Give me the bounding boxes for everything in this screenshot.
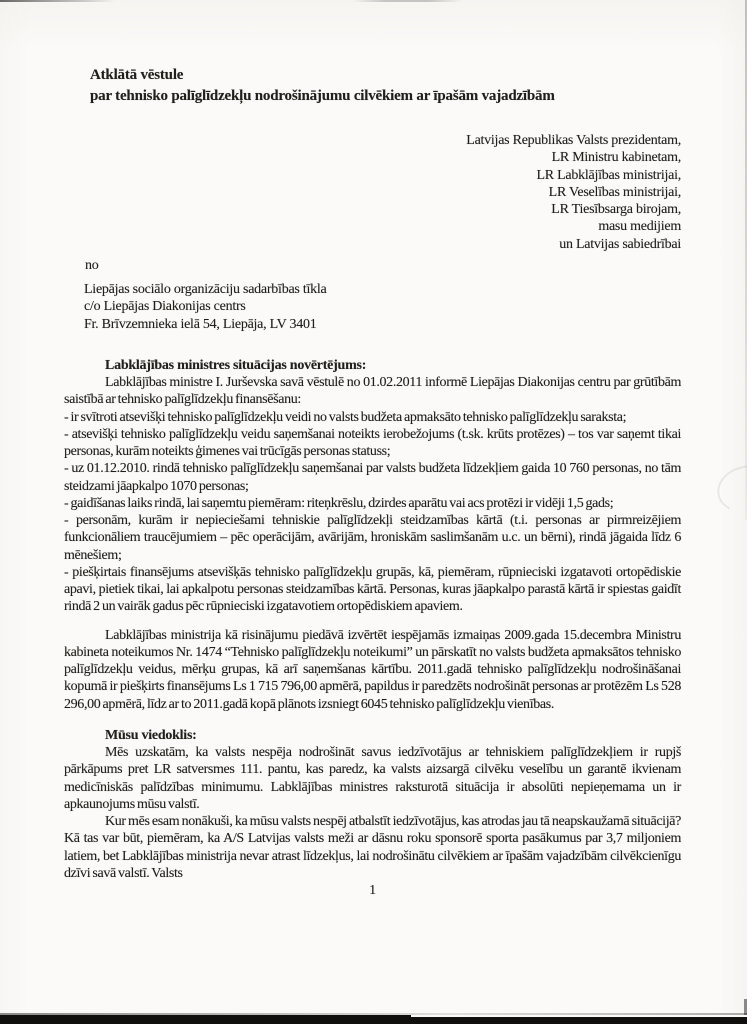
body-list-item: - uz 01.12.2010. rindā tehnisko palīglīdzekļu saņemšanai par valsts budžeta līdzekļiem gaida 10 760 personas, no tām steidzami jāapkalpo 1070 personas; xyxy=(64,461,681,494)
recipient-line: LR Veselības ministrijai, xyxy=(548,184,681,200)
body-paragraph: Mēs uzskatām, ka valsts nespēja nodrošināt savus iedzīvotājus ar tehniskiem palīglīdzekļiem ir rupjš pārkāpums pret LR satversmes 111. pantu, kas paredz, ka valsts aizsargā cilvēku veselību un garantē ikvienam medicīniskās palīdzības minimumu. Labklājības ministres raksturotā situācija ir absolūti nepieņemama un ir apkaunojums mūsu valstī. xyxy=(64,745,681,812)
section-heading-our-opinion: Mūsu viedoklis: xyxy=(105,727,197,743)
section-heading-ministers-assessment: Labklājības ministres situācijas novērtējums: xyxy=(105,357,367,373)
letter-content xyxy=(64,58,681,899)
body-paragraph: Labklājības ministrija kā risinājumu piedāvā izvērtēt iespējamās izmaiņas 2009.gada 15.decembra Ministru kabineta noteikumos Nr. 1474 “Tehnisko palīglīdzekļu noteikumi” un pārskatīt no valsts budžeta apmaksātos tehnisko palīglīdzekļu veidus, mērķu grupas, kā arī saņemšanas kārtību. 2011.gadā tehnisko palīglīdzekļu nodrošināšanai kopumā ir piešķirts finansējums Ls 1 715 796,00 apmērā, papildus ir paredzēts nodrošināt personas ar protēzēm Ls 528 296,00 apmērā, līdz ar to 2011.gadā kopā plānots izsniegt 6045 tehnisko palīglīdzekļu vienības. xyxy=(64,627,681,712)
scan-edge-top-left xyxy=(0,0,115,2)
sender-line: Fr. Brīvzemnieka ielā 54, Liepāja, LV 3401 xyxy=(84,316,317,332)
paper-crease-mark xyxy=(712,460,747,519)
page-number: 1 xyxy=(369,883,376,898)
recipient-line: LR Ministru kabinetam, xyxy=(551,150,681,166)
title-line-1: Atklātā vēstule xyxy=(90,67,184,83)
body-list-item: - piešķirtais finansējums atsevišķās tehnisko palīglīdzekļu grupās, kā, piemēram, rūpnieciski izgatavoti ortopēdiskie apavi, pietiek tikai, lai apkalpotu personas steidzamības kārtā. Personas, kuras jāapkalpo parastā kārtā ir spiestas gaidīt rindā 2 un vairāk gadus pēc rūpnieciski izgatavotiem ortopēdiskiem apaviem. xyxy=(64,564,681,615)
recipient-line: LR Tiesībsarga birojam, xyxy=(551,202,681,217)
body-paragraph: Kur mēs esam nonākuši, ka mūsu valsts nespēj atbalstīt iedzīvotājus, kas atrodas jau tā neapskaužamā situācijā? Kā tas var būt, piemēram, ka A/S Latvijas valsts meži ar dāsnu roku sponsorē sporta pasākumus par 3,7 miljoniem latiem, bet Labklājības ministrija nevar atrast līdzekļus, lai nodrošinātu cilvēkiem ar īpašām vajadzībām cilvēkcienīgu dzīvi savā valstī. Valsts xyxy=(64,814,681,881)
body-list-item: - personām, kurām ir nepieciešami tehniskie palīglīdzekļi steidzamības kārtā (t.i. personas ar pirmreizējiem funkcionāliem traucējumiem – pēc operācijām, avārijām, hroniskām saslimšanām u.c. un bērni), rindā jāgaida līdz 6 mēnešiem; xyxy=(64,513,681,563)
sender-line: Liepājas sociālo organizāciju sadarbības tīkla xyxy=(84,282,327,297)
recipient-line: LR Labklājības ministrijai, xyxy=(536,167,681,183)
recipient-list xyxy=(64,132,681,253)
recipient-line: masu medijiem xyxy=(598,219,681,235)
scan-edge-bottom xyxy=(0,1015,747,1024)
body-list-item: - ir svītroti atsevišķi tehnisko palīglīdzekļu veidi no valsts budžeta apmaksāto tehnisko palīglīdzekļu saraksta; xyxy=(64,409,627,425)
body-paragraph: Labklājības ministre I. Jurševska savā vēstulē no 01.02.2011 informē Liepājas Diakonijas centru par grūtībām saistībā ar tehnisko palīglīdzekļu finansēšanu: xyxy=(64,375,681,408)
recipient-line: Latvijas Republikas Valsts prezidentam, xyxy=(466,133,681,148)
letter-title xyxy=(90,65,681,106)
scan-edge-top-mid xyxy=(352,0,462,2)
body-list-item: - gaidīšanas laiks rindā, lai saņemtu piemēram: riteņkrēslu, dzirdes aparātu vai acs protēzi ir vidēji 1,5 gads; xyxy=(64,495,614,511)
title-line-2: par tehnisko palīglīdzekļu nodrošinājumu cilvēkiem ar īpašām vajadzībām xyxy=(90,87,555,104)
sender-line: c/o Liepājas Diakonijas centrs xyxy=(84,299,246,315)
recipient-line: un Latvijas sabiedrībai xyxy=(559,236,681,252)
from-label: no xyxy=(85,257,99,273)
body-list-item: - atsevišķi tehnisko palīglīdzekļu veidu saņemšanai noteikts ierobežojums (t.sk. krūts protēzes) – tos var saņemt tikai personas, kurām noteikts ģimenes vai trūcīgās personas statuss; xyxy=(64,426,681,459)
sender-address xyxy=(84,281,681,333)
